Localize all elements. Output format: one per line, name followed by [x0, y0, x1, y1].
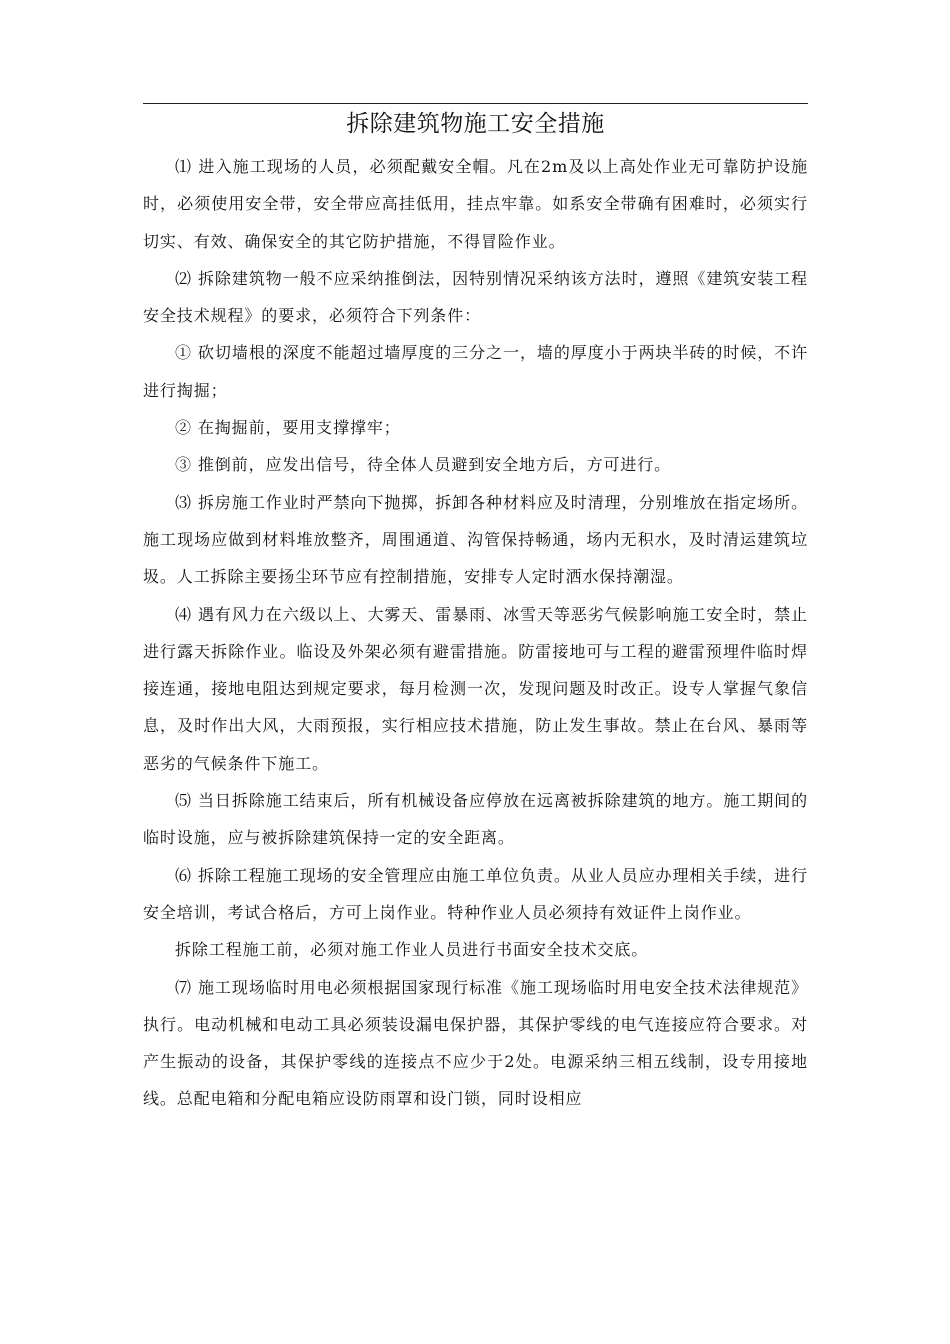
paragraph-7-temporary-power: ⑺ 施工现场临时用电必须根据国家现行标准《施工现场临时用电安全技术法律规范》执行。电动机械和电动工具必须装设漏电保护器，其保护零线的电气连接应符合要求。对产生振动的设备，其保护零线的连接点不应少于2处。电源采纳三相五线制，设专用接地线。总配电箱和分配电箱应设防雨罩和设门锁，同时设相应	[143, 977, 808, 1109]
condition-item-1: ① 砍切墙根的深度不能超过墙厚度的三分之一，墙的厚度小于两块半砖的时候，不许进行掏掘；	[143, 343, 808, 400]
paragraph-5-equipment-parking: ⑸ 当日拆除施工结束后，所有机械设备应停放在远离被拆除建筑的地方。施工期间的临时设施，应与被拆除建筑保持一定的安全距离。	[143, 791, 808, 848]
header-rule	[143, 103, 808, 104]
paragraph-technical-briefing: 拆除工程施工前，必须对施工作业人员进行书面安全技术交底。	[175, 940, 649, 960]
paragraph-1-safety-helmet: ⑴ 进入施工现场的人员，必须配戴安全帽。凡在2m及以上高处作业无可靠防护设施时，必须使用安全带，安全带应高挂低用，挂点牢靠。如系安全带确有困难时，必须实行切实、有效、确保安全的其它防护措施，不得冒险作业。	[143, 157, 808, 251]
paragraph-2-push-down-method: ⑵ 拆除建筑物一般不应采纳推倒法，因特别情况采纳该方法时，遵照《建筑安装工程安全技术规程》的要求，必须符合下列条件：	[143, 268, 808, 326]
paragraph-6-site-management: ⑹ 拆除工程施工现场的安全管理应由施工单位负责。从业人员应办理相关手续，进行安全培训，考试合格后，方可上岗作业。特种作业人员必须持有效证件上岗作业。	[143, 865, 808, 922]
document-title: 拆除建筑物施工安全措施	[346, 111, 605, 137]
paragraph-3-material-handling: ⑶ 拆房施工作业时严禁向下抛掷，拆卸各种材料应及时清理，分别堆放在指定场所。施工现场应做到材料堆放整齐，周围通道、沟管保持畅通，场内无积水，及时清运建筑垃圾。人工拆除主要扬尘环节应有控制措施，安排专人定时洒水保持潮湿。	[143, 492, 808, 587]
document-body	[143, 148, 808, 1118]
condition-item-2: ② 在掏掘前，要用支撑撑牢；	[175, 418, 401, 438]
condition-item-3: ③ 推倒前，应发出信号，待全体人员避到安全地方后，方可进行。	[175, 455, 672, 475]
paragraph-4-weather: ⑷ 遇有风力在六级以上、大雾天、雷暴雨、冰雪天等恶劣气候影响施工安全时，禁止进行露天拆除作业。临设及外架必须有避雷措施。防雷接地可与工程的避雷预埋件临时焊接连通，接地电阻达到规定要求，每月检测一次，发现问题及时改正。设专人掌握气象信息，及时作出大风，大雨预报，实行相应技术措施，防止发生事故。禁止在台风、暴雨等恶劣的气候条件下施工。	[143, 604, 808, 773]
